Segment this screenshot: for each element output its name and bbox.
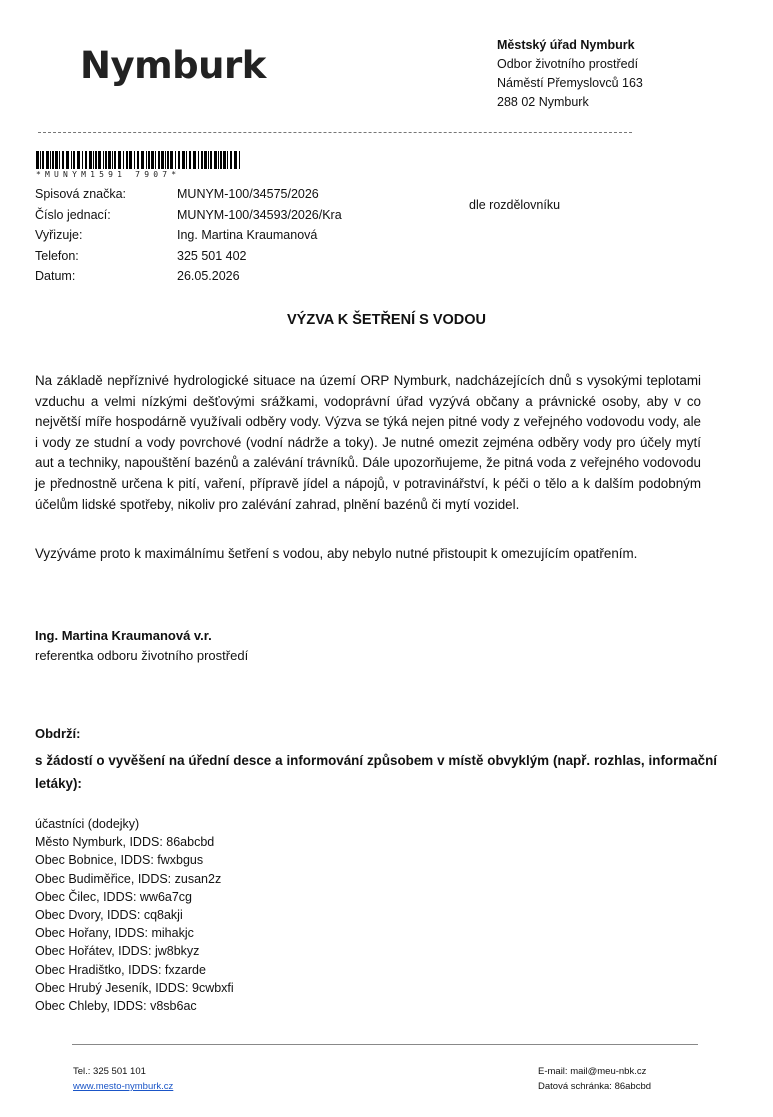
distribution-list: [35, 815, 234, 1015]
meta-row: [35, 266, 342, 287]
footer-email: E-mail: mail@meu-nbk.cz: [538, 1066, 647, 1077]
barcode-bar: [201, 151, 203, 169]
signatory-name: Ing. Martina Kraumanová v.r.: [35, 628, 212, 643]
barcode-bar: [82, 151, 83, 169]
meta-value: 26.05.2026: [177, 269, 240, 283]
meta-label: Telefon:: [35, 248, 79, 263]
barcode-bar: [141, 151, 144, 169]
barcode-bar: [105, 151, 107, 169]
footer-right: [538, 1064, 651, 1094]
meta-label: Číslo jednací:: [35, 207, 111, 222]
barcode-bar: [155, 151, 156, 169]
barcode-bar: [85, 151, 87, 169]
barcode-bar: [170, 151, 173, 169]
barcode-bar: [129, 151, 132, 169]
barcode-bar: [151, 151, 154, 169]
signature-block: [35, 626, 248, 666]
barcode-bar: [77, 151, 80, 169]
barcode-bar: [118, 151, 121, 169]
barcode-bar: [36, 151, 39, 169]
list-item: Obec Chleby, IDDS: v8sb6ac: [35, 999, 197, 1014]
meta-value: 325 501 402: [177, 248, 247, 263]
barcode-bar: [71, 151, 72, 169]
meta-row: [35, 225, 342, 246]
city-address: 288 02 Nymburk: [497, 95, 589, 109]
meta-row: [35, 205, 342, 226]
meta-row: [35, 184, 342, 205]
barcode-bar: [59, 151, 60, 169]
barcode-bar: [220, 151, 222, 169]
signatory-role: referentka odboru životního prostředí: [35, 648, 249, 663]
distribution-heading: Obdrží:: [35, 726, 81, 741]
barcode-bar: [55, 151, 58, 169]
list-item: Obec Hrubý Jeseník, IDDS: 9cwbxfi: [35, 980, 234, 995]
meta-value: MUNYM-100/34593/2026/Kra: [177, 207, 342, 222]
barcode-bar: [95, 151, 97, 169]
barcode-bar: [146, 151, 147, 169]
body-paragraph-1: Na základě nepříznivé hydrologické situace na území ORP Nymburk, nadcházejících dnů s vysokými teplotami vzduchu a velmi nízkými dešťovými srážkami, vodoprávní úřad vyzývá občany a právnické osoby, aby v co největší míře hospodárně využívali odběry vody. Výzva se týká nejen pitné vody z veřejného vodovodu vody, ale i vody ze studní a vody povrchové (vodní nádrže a toky). Je nutné omezit zejména odběry vody pro účely mytí aut a techniky, napouštění bazénů a zalévání trávníků. Dále upozorňujeme, že pitná voda z veřejného vodovodu je přednostně určena k pití, vaření, přípravě jídel a nápojů, v potravinářství, k péči o tělo a k dalším podobným účelům lidské spotřeby, nikoliv pro zalévání zahrad, plnění bazénů či mytí vozidel.: [35, 373, 701, 512]
barcode-bar: [189, 151, 191, 169]
list-item: Obec Hradištko, IDDS: fxzarde: [35, 962, 206, 977]
barcode-bar: [46, 151, 49, 169]
document-barcode: [36, 151, 244, 169]
recipient: dle rozdělovníku: [469, 198, 561, 212]
barcode-bar: [165, 151, 166, 169]
barcode-bar: [134, 151, 135, 169]
barcode-bar: [167, 151, 169, 169]
barcode-bar: [234, 151, 237, 169]
barcode-bar: [62, 151, 64, 169]
footer-left: [73, 1064, 173, 1094]
meta-value: Ing. Martina Kraumanová: [177, 228, 318, 242]
meta-label: Spisová značka:: [35, 187, 127, 201]
barcode-bar: [223, 151, 226, 169]
body-paragraph-2: Vyzýváme proto k maximálnímu šetření s vodou, aby nebylo nutné přistoupit k omezujícím opatřením.: [35, 546, 638, 561]
document-meta: [35, 184, 342, 287]
meta-row: [35, 246, 342, 267]
barcode-bar: [214, 151, 217, 169]
barcode-bar: [227, 151, 228, 169]
barcode-bar: [40, 151, 41, 169]
footer-divider: [72, 1044, 698, 1045]
barcode-bar: [50, 151, 51, 169]
barcode-bar: [108, 151, 111, 169]
barcode-bar: [161, 151, 164, 169]
sender-address: [497, 36, 643, 112]
list-item: Obec Čilec, IDDS: ww6a7cg: [35, 889, 193, 904]
barcode-bar: [98, 151, 101, 169]
barcode-bar: [103, 151, 104, 169]
list-item: Město Nymburk, IDDS: 86abcbd: [35, 835, 215, 850]
barcode-bar: [52, 151, 54, 169]
distribution-note: s žádostí o vyvěšení na úřední desce a informování způsobem v místě obvyklým (např. rozhlas, informační letáky):: [35, 753, 717, 791]
list-item: účastníci (dodejky): [35, 817, 140, 831]
dashed-separator: [38, 132, 632, 133]
department-name: Odbor životního prostředí: [497, 57, 639, 71]
barcode-bar: [218, 151, 219, 169]
barcode-bar: [182, 151, 185, 169]
barcode-bar: [89, 151, 92, 169]
barcode-bar: [66, 151, 69, 169]
barcode-bar: [42, 151, 44, 169]
barcode-bar: [178, 151, 180, 169]
barcode-bar: [186, 151, 187, 169]
footer-phone: Tel.: 325 501 101: [73, 1066, 146, 1077]
barcode-bar: [230, 151, 232, 169]
barcode-bar: [208, 151, 209, 169]
barcode-bar: [126, 151, 128, 169]
footer-databox: Datová schránka: 86abcbd: [538, 1081, 652, 1092]
barcode-bar: [158, 151, 160, 169]
barcode-bar: [137, 151, 139, 169]
meta-value: MUNYM-100/34575/2026: [177, 187, 319, 201]
barcode-bar: [210, 151, 212, 169]
barcode-text: *MUNYM1591 7907*: [36, 170, 181, 179]
barcode-bar: [204, 151, 207, 169]
list-item: Obec Dvory, IDDS: cq8akji: [35, 908, 183, 923]
city-logo: Nymburk: [80, 44, 266, 87]
barcode-bar: [198, 151, 199, 169]
barcode-bar: [193, 151, 196, 169]
list-item: Obec Hořátev, IDDS: jw8bkyz: [35, 944, 200, 959]
barcode-bar: [175, 151, 176, 169]
meta-label: Vyřizuje:: [35, 228, 83, 242]
document-title: VÝZVA K ŠETŘENÍ S VODOU: [287, 312, 486, 328]
list-item: Obec Bobnice, IDDS: fwxbgus: [35, 853, 204, 868]
list-item: Obec Budiměřice, IDDS: zusan2z: [35, 871, 222, 886]
barcode-bar: [239, 151, 240, 169]
barcode-bar: [93, 151, 94, 169]
barcode-bar: [123, 151, 124, 169]
office-name: Městský úřad Nymburk: [497, 38, 635, 52]
street-address: Náměstí Přemyslovců 163: [497, 76, 643, 90]
meta-label: Datum:: [35, 269, 76, 283]
barcode-bar: [148, 151, 150, 169]
barcode-bar: [73, 151, 75, 169]
barcode-bar: [114, 151, 116, 169]
barcode-bar: [112, 151, 113, 169]
list-item: Obec Hořany, IDDS: mihakjc: [35, 926, 194, 941]
footer-website-link[interactable]: www.mesto-nymburk.cz: [73, 1081, 174, 1092]
